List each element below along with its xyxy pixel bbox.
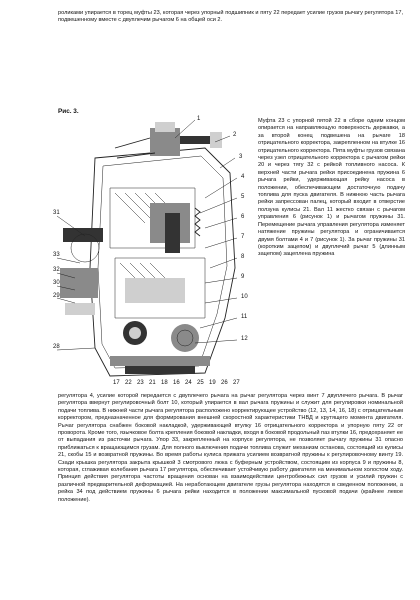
callout-label: 21 bbox=[149, 380, 156, 386]
callout-label: 6 bbox=[241, 214, 245, 220]
callout-label: 22 bbox=[125, 380, 132, 386]
callout-label: 31 bbox=[53, 210, 60, 216]
callout-label: 29 bbox=[53, 293, 60, 299]
regulator-figure bbox=[55, 118, 255, 390]
callout-label: 8 bbox=[241, 254, 245, 260]
callout-label: 27 bbox=[233, 380, 240, 386]
callout-label: 32 bbox=[53, 267, 60, 273]
callout-label: 25 bbox=[197, 380, 204, 386]
callout-label: 30 bbox=[53, 280, 60, 286]
callout-label: 12 bbox=[241, 336, 248, 342]
figure-label: Рис. 3. bbox=[58, 108, 79, 115]
callout-label: 33 bbox=[53, 252, 60, 258]
callout-label: 10 bbox=[241, 294, 248, 300]
callout-label: 28 bbox=[53, 344, 60, 350]
callout-label: 17 bbox=[113, 380, 120, 386]
callout-label: 23 bbox=[137, 380, 144, 386]
callout-label: 5 bbox=[241, 194, 245, 200]
regulator-drawing bbox=[55, 118, 255, 390]
bottom-paragraph: регулятора 4, усилие которой передается с двуплечего рычага на рычаг регулятора через винт 7 двуплечего рычага. В рычаг регулятора ввернут регулировочный болт 10, который упирается в вал рычага пружины и служит для регулировки номинальной подачи топлива. В нижней части рычага регулятора расположено корректирующее устройство (12, 13, 14, 16, 18) с отрицательным корректором, предназначенное для формирования внешней скоростной характеристики ТНВД и крутящего момента двигателя. Рычаг регулятора снабжен боковой накладкой, удерживающей втулку 16 отрицательного корректора и упорную пяту 22 от проворота. Кроме того, язычковое болта крепления боковой накладки, входя в боковой продольный паз втулки 16, предохраняет ее от выпадания из расточки рычага. Упор 33, закрепленный на корпусе регулятора, не позволяет рычагу пружины 31 опасно приближаться к вращающимся грузам. Для полного выключения подачи топлива служит механизм останова, состоящий из кулисы 21, скобы 15 и возвратной пружины. Во время работы кулиса прижата усилием возвратной пружины к регулировочному винту 19. Сзади крышка регулятора закрыта крышкой 3 смотрового люка с буферным устройством, состоящим из корпуса 9 и пружины 8, которая, сглаживая колебания рычага 17 регулятора, обеспечивает устойчивую работу двигателя на минимальном холостом ходу. Принцип действия регулятора частоты вращения основан на взаимодействии центробежных сил грузов и усилий пружин с различной предварительной деформацией. На неработающем двигателе грузы регулятора находятся в сведенном положении, а рейка 34 под действием пружины 6 рычага рейки находится в положении максимальной пусковой подачи (крайнее левое положение). bbox=[58, 393, 403, 503]
callout-label: 24 bbox=[185, 380, 192, 386]
callout-label: 4 bbox=[241, 174, 245, 180]
callout-label: 11 bbox=[241, 314, 248, 320]
callout-label: 2 bbox=[233, 132, 237, 138]
top-paragraph: роликами упирается в торец муфты 23, которая через упорный подшипник и пяту 22 передает усилие грузов рычагу регулятора 17, подвешенному вместе с двуплечим рычагом 6 на общей оси 2. bbox=[58, 10, 403, 24]
callout-label: 1 bbox=[197, 116, 201, 122]
callout-label: 3 bbox=[239, 154, 243, 160]
callout-label: 9 bbox=[241, 274, 245, 280]
callout-label: 26 bbox=[221, 380, 228, 386]
right-column-text: Муфта 23 с упорной пятой 22 в сборе одним концом опирается на направляющую поверхность державки, а за второй конец подвешена на рычаге 18 отрицательного корректора, закрепленном на втулке 16 отрицательного корректора. Пята муфты грузов связана через узел отрицательного корректора с рычагом рейки 20 и через тягу 32 с рейкой топливного насоса. К верхней части рычага рейки присоединена пружина 6 рычага рейки, удерживающая рейку насоса в положении, обеспечивающем достаточную подачу топлива для пуска двигателя. В нижнюю часть рычага рейки запрессован палец, который входит в отверстие ползуна кулисы 21. Вал 11 жестко связан с рычагом управления 6 (рисунок 1) и рычагом пружины 31. Перемещение рычага управления регулятора изменяет натяжение пружины регулятора и ограничивается двумя болтами 4 и 7 (рисунок 1). За рычаг пружины 31 (коротким зацепом) и двуплечий рычаг 5 (длинным зацепом) зацеплена пружина bbox=[258, 118, 405, 258]
callout-label: 16 bbox=[173, 380, 180, 386]
callout-label: 7 bbox=[241, 234, 245, 240]
callout-label: 18 bbox=[161, 380, 168, 386]
callout-label: 19 bbox=[209, 380, 216, 386]
